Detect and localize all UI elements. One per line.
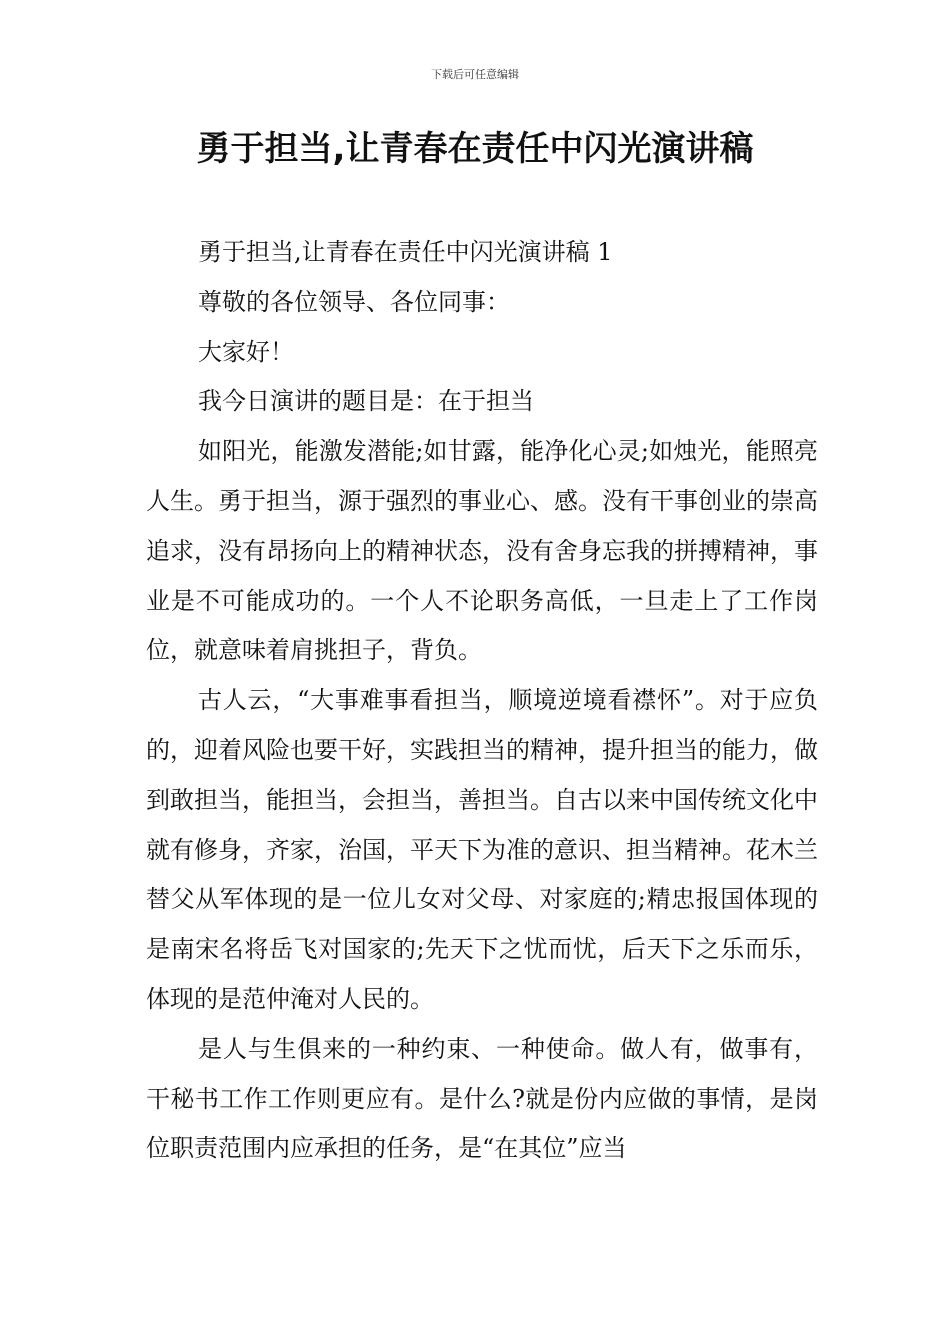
paragraph-body: 古人云，“大事难事看担当，顺境逆境看襟怀”。对于应负的，迎着风险也要干好，实践担当的精神，提升担当的能力，做到敢担当，能担当，会担当，善担当。自古以来中国传统文化中就有修身，齐家，治国，平天下为准的意识、担当精神。花木兰替父从军体现的是一位儿女对父母、对家庭的;精忠报国体现的是南宋名将岳飞对国家的;先天下之忧而忧，后天下之乐而乐，体现的是范仲淹对人民的。 — [146, 686, 818, 1013]
paragraph-topic: 我今日演讲的题目是：在于担当 — [198, 387, 534, 416]
page-header-note: 下载后可任意编辑 — [431, 68, 519, 81]
paragraph-body: 如阳光，能激发潜能;如甘露，能净化心灵;如烛光，能照亮人生。勇于担当，源于强烈的事业心、感。没有干事创业的崇高追求，没有昂扬向上的精神状态，没有舍身忘我的拼搏精神，事业是不可能成功的。一个人不论职务高低，一旦走上了工作岗位，就意味着肩挑担子，背负。 — [146, 437, 818, 665]
paragraph-salutation: 尊敬的各位领导、各位同事： — [198, 287, 510, 316]
document-body — [146, 228, 818, 1174]
paragraph-heading: 勇于担当,让青春在责任中闪光演讲稿 1 — [198, 238, 613, 266]
paragraph-body: 是人与生俱来的一种约束、一种使命。做人有，做事有，干秘书工作工作则更应有。是什么?就是份内应做的事情，是岗位职责范围内应承担的任务，是“在其位”应当 — [146, 1034, 818, 1163]
paragraph-greeting: 大家好！ — [198, 337, 294, 366]
document-title: 勇于担当,让青春在责任中闪光演讲稿 — [196, 129, 754, 169]
